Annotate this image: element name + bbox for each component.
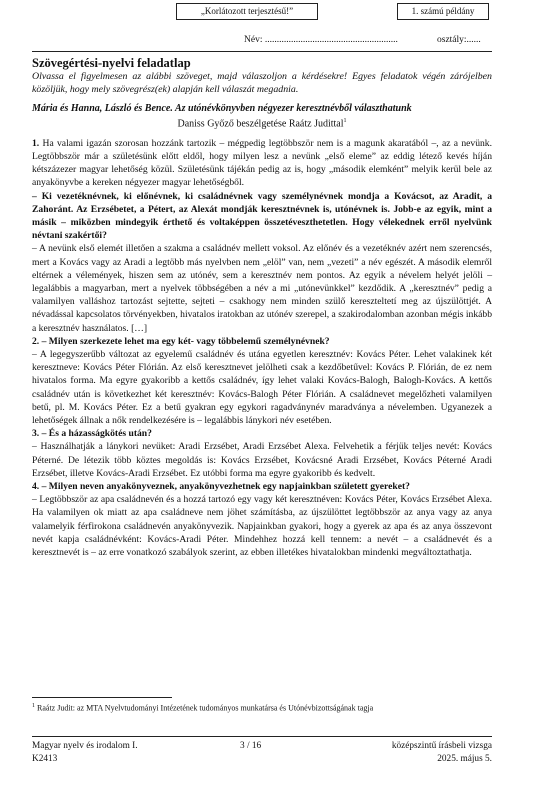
answer-2: – A legegyszerűbb változat az egyelemű családnév és utána egyetlen keresztnév: Kovács Péter. Lehet valakinek két keresztneve: Kovács Péter Flórián. Az első keresztnevet jelölheti csak a kezdőbetűvel: Kovács P. Flórián, de ez nem hivatalos forma. Ma egyre gyakoribb a kettős családnév, így lehet valaki Kovács-Balogh, Balogh-Kovács. A kettős családnév után is következhet két keresztnév: Kovács-Balogh Péter Flórián. A családnevet megelőzheti valamilyen betű, pl. M. Kovács Péter. Ez a betű gyakran egy egykori ragadványnév maradványa a névelemben. Ugyanezek a lehetőségek állnak a nők rendelkezésére is – legalábbis lánykori név esetében. [32,348,492,426]
intro-paragraph: 1. Ha valami igazán szorosan hozzánk tartozik – mégpedig legtöbbször nem is a magunk akaratából –, az a nevünk. Legtöbbször már a születésünk előtt eldől, hogy milyen lesz a nevünk „első eleme” az eddig létező kevés híján kétszázezer magyar lehetőség közül. Születésünk tájékán pedig az is, hogy „második elemként” melyik kerül bele az anyakönyvbe a kereken négyezer magyar lehetőségből. [32,137,492,189]
restricted-distribution-box: „Korlátozott terjesztésű!” [176,3,318,20]
worksheet-content [32,55,492,559]
section-3 [32,427,492,480]
worksheet-title: Szövegértési-nyelvi feladatlap [32,56,191,70]
question-2: 2. – Milyen szerkezete lehet ma egy két- vagy többelemű személynévnek? [32,335,330,347]
question-1: – Ki vezetéknévnek, ki előnévnek, ki családnévnek vagy személynévnek mondja a Kovácsot, az Aradit, a Zahoránt. Az Erzsébetet, a Pétert, az Alexát mondják keresztnévnek is, utónévnek is. Jobb-e az egyik, mint a másik – miközben mindegyik érthető és voltaképpen összetéveszthetetlen. Hogy vélekednek erről nyelvünk névtani szakértői? [32,190,492,242]
question-4: 4. – Milyen neven anyakönyveznek, anyakönyvezhetnek egy napjainkban született gyereket? [32,481,410,492]
page-number: 3 / 16 [240,741,262,751]
instructions: Olvassa el figyelmesen az alábbi szöveget, majd válaszoljon a kérdésekre! Egyes feladatok végén zárójelben közöljük, hogy mely szövegrész(ek) alapján kell válaszát megadnia. [32,71,492,95]
answer-4: – Legtöbbször az apa családnevén és a hozzá tartozó egy vagy két keresztnéven: Kovács Péter, Kovács Erzsébet Alexa. Ha valamilyen ok miatt az apa családneve nem jöhet számításba, az újszülöttet legtöbbször az anya vagy az anya valamelyik férfirokona családnevén anyakönyvezik. Napjainkban gyakori, hogy a gyerek az apa és az anya összevont nevét kapja családnévként: Kovács-Aradi Péter. Mindehhez hozzá kell tennem: a nevét – a családnevét és a keresztnevét is – az erre vonatkozó szabályok szerint, az ebben illetékes hivatalokban mindenki megváltoztathatja. [32,494,492,559]
footer-subject: Magyar nyelv és irodalom I. [32,741,138,751]
class-field-label: osztály:...... [437,35,481,45]
footnote-rule [32,697,172,698]
header-rule [32,51,492,52]
answer-1: – A nevünk első elemét illetően a szakma a családnév mellett voksol. Az előnév és a vezetéknév azért nem szerencsés, mert a Kovács vagy az Aradi a legtöbb más nyelvben nem „elöl” van, nem „vezeti” a név egészét. A második elemről eltérnek a vélemények, hiszen sem az utónév, sem a keresztnév nem pontos. Az egyik a névelem helyét jelöli – legalábbis a magyarban, mert a nyelvek többségében a név a mi „utónevünkkel” kezdődik. A „keresztnév” pedig a valamilyen valláshoz tartozást sejtette, sejteti – csakhogy nem minden szülő kereszteltetí meg az újszülöttjét. A névadással kapcsolatos törvényekben, hivatalos iratokban az utónév szerepel, a szakirodalomban azonban mégis inkább a keresztnév használatos. […] [32,243,492,334]
section-4 [32,480,492,559]
name-field-label: Név: ........................................................ [244,35,398,45]
answer-3: – Használhatják a lánykori nevüket: Aradi Erzsébet, Aradi Erzsébet Alexa. Felvehetik a férjük teljes nevét: Kovács Péterné. De létezik több köztes megoldás is: Kovács Erzsébet, Kovácsné Aradi Erzsébet, Kovács Péterné Aradi Erzsébet, illetve Kovács-Aradi Erzsébet. Ez utóbbi forma ma egyre gyakoribb és kedvelt. [32,441,492,479]
footer-rule [32,736,492,737]
footer-exam-type: középszintű írásbeli vizsga [391,741,492,751]
question-3: 3. – És a házasságkötés után? [32,428,152,440]
footnote: $^1$ Raátz Judit: az MTA Nyelvtudományi Intézetének tudományos munkatársa és Utónévbizottságának tagja [32,703,374,713]
article-subtitle: Daniss Győző beszélgetése Raátz Judittal$^1$ [177,118,347,130]
footer-code: K2413 [32,754,58,764]
section-2 [32,335,492,427]
section-1 [32,137,492,335]
copy-number-box: 1. számú példány [397,3,489,20]
footer-exam-date: 2025. május 5. [437,754,492,764]
article-title: Mária és Hanna, László és Bence. Az utónévkönyvben négyezer keresztnévből választhatunk [32,103,412,115]
